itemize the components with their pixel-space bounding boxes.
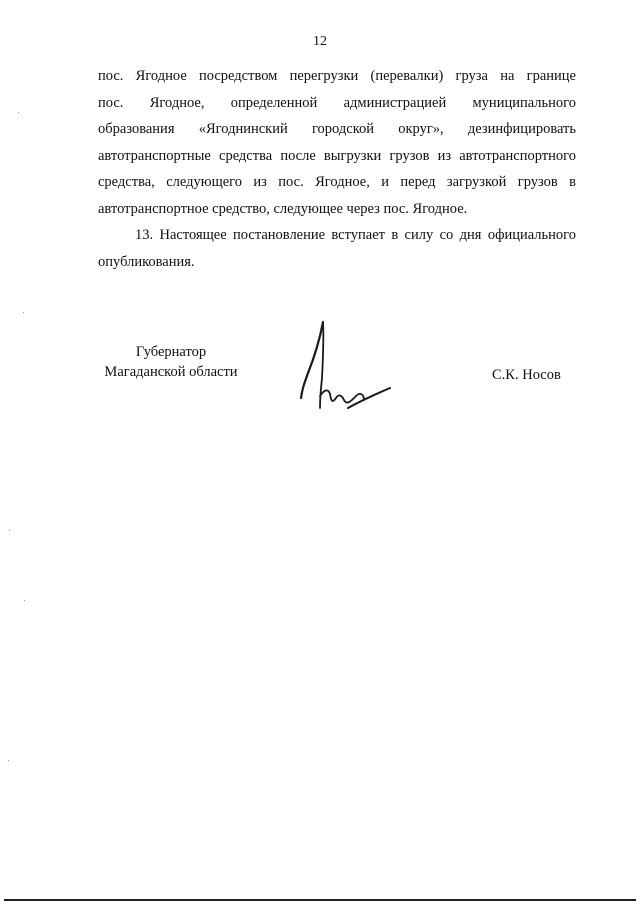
paragraph-line: автотранспортное средство, следующее через пос. Ягодное. [98, 200, 468, 217]
paragraph-item-13 [98, 222, 576, 275]
scan-artifact [18, 112, 19, 113]
signatory-title-line: Магаданской области [104, 364, 238, 380]
scan-artifact [23, 312, 24, 313]
handwritten-signature [290, 318, 400, 418]
paragraph-line: средства, следующего из пос. Ягодное, и перед загрузкой грузов в [98, 174, 576, 191]
paragraph-line: опубликования. [98, 253, 195, 270]
paragraph-continuation [98, 63, 576, 223]
signatory-name: С.К. Носов [492, 367, 561, 383]
signatory-title-line: Губернатор [135, 344, 207, 360]
scan-artifact [24, 600, 25, 601]
scan-artifact [9, 530, 10, 531]
page-number: 12 [313, 34, 327, 49]
paragraph-line: пос. Ягодное, определенной администрацией муниципального [98, 94, 576, 111]
paragraph-line: пос. Ягодное посредством перегрузки (перевалки) груза на границе [98, 68, 576, 84]
paragraph-line: образования «Ягоднинский городской округ», дезинфицировать [98, 121, 576, 138]
paragraph-line: 13. Настоящее постановление вступает в силу со дня официального [135, 227, 576, 243]
bottom-border-line [4, 899, 636, 901]
paragraph-line: автотранспортные средства после выгрузки грузов из автотранспортного [98, 147, 576, 164]
scan-artifact [8, 760, 9, 761]
signatory-title [96, 342, 246, 382]
